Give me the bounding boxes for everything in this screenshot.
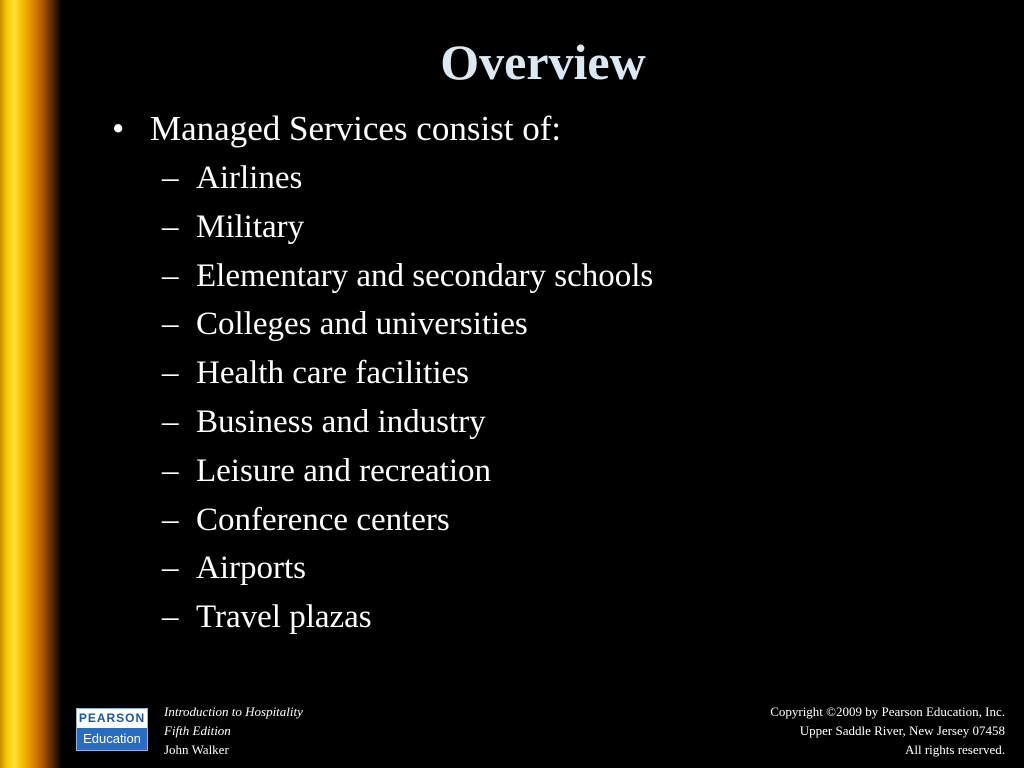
dash-marker: – (162, 355, 179, 392)
footer-edition: Fifth Edition (164, 723, 231, 738)
sub-bullet-text: Airports (196, 550, 306, 587)
bullet-marker: • (112, 109, 125, 148)
sub-bullet-item (162, 154, 992, 203)
sub-bullet-text: Travel plazas (196, 599, 372, 636)
dash-marker: – (162, 306, 179, 343)
sub-bullet-item (162, 203, 992, 252)
dash-marker: – (162, 501, 179, 538)
dash-marker: – (162, 599, 179, 636)
dash-marker: – (162, 403, 179, 440)
main-bullet-text: Managed Services consist of: (150, 109, 562, 148)
dash-marker: – (162, 257, 179, 294)
sub-bullet-item (162, 496, 992, 545)
dash-marker: – (162, 550, 179, 587)
footer-book-info (164, 702, 303, 759)
sub-bullet-text: Colleges and universities (196, 306, 528, 343)
footer-author: John Walker (164, 742, 229, 757)
slide-title: Overview (440, 34, 646, 90)
logo-bottom-text: Education (77, 728, 147, 750)
sub-bullet-item (162, 252, 992, 301)
sub-bullet-text: Health care facilities (196, 355, 470, 392)
decorative-side-bar (0, 0, 62, 768)
sub-bullet-item (162, 398, 992, 447)
sub-bullet-text: Business and industry (196, 403, 486, 440)
sub-bullet-text: Airlines (196, 160, 303, 196)
main-bullet (112, 104, 992, 154)
sub-bullet-item (162, 349, 992, 398)
sub-bullet-text: Conference centers (196, 501, 450, 538)
footer-copyright-line: Copyright ©2009 by Pearson Education, Inc. (770, 704, 1005, 719)
sub-bullet-text: Leisure and recreation (196, 452, 492, 489)
sub-bullet-item (162, 447, 992, 496)
dash-marker: – (162, 208, 179, 245)
sub-bullet-item (162, 544, 992, 593)
pearson-logo (76, 708, 148, 751)
footer-copyright (770, 702, 1005, 759)
sub-bullet-list (112, 154, 992, 642)
sub-bullet-item (162, 593, 992, 642)
footer-rights: All rights reserved. (904, 742, 1005, 757)
sub-bullet-text: Military (196, 208, 305, 245)
footer-book-title: Introduction to Hospitality (164, 704, 303, 719)
sub-bullet-item (162, 300, 992, 349)
dash-marker: – (162, 452, 179, 489)
sub-bullet-text: Elementary and secondary schools (196, 257, 654, 294)
footer-address: Upper Saddle River, New Jersey 07458 (799, 723, 1005, 738)
logo-top-text: PEARSON (77, 709, 147, 728)
slide-content (112, 104, 992, 642)
dash-marker: – (162, 160, 179, 196)
